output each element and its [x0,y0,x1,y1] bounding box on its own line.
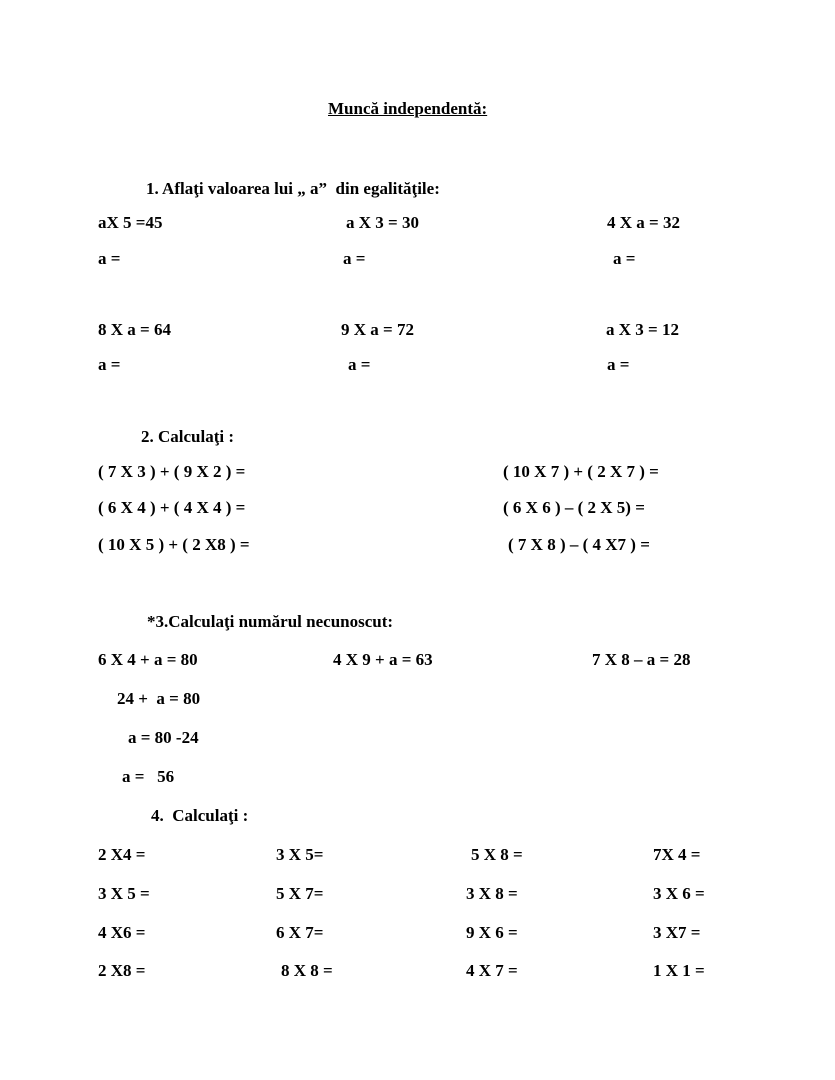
equation: 7 X 8 – a = 28 [592,650,691,669]
equation: aX 5 =45 [98,213,163,232]
expression: ( 7 X 8 ) – ( 4 X7 ) = [508,535,650,554]
equation: 9 X a = 72 [341,320,414,339]
solution-step: 24 + a = 80 [117,689,201,708]
expression: ( 10 X 7 ) + ( 2 X 7 ) = [503,462,659,481]
exercise: 5 X 8 = [471,845,523,864]
solution-step: a = 56 [122,767,175,786]
page-title: Muncă independentă: [328,99,488,118]
answer-label: a = [613,249,636,268]
expression: ( 10 X 5 ) + ( 2 X8 ) = [98,535,250,554]
exercise: 9 X 6 = [466,923,518,942]
answer-label: a = [607,355,630,374]
exercise: 3 X7 = [653,923,701,942]
equation: a X 3 = 30 [346,213,419,232]
exercise: 6 X 7= [276,923,324,942]
exercise: 2 X4 = [98,845,146,864]
exercise: 8 X 8 = [281,961,333,980]
solution-step: a = 80 -24 [128,728,199,747]
section3-heading: *3.Calculaţi numărul necunoscut: [147,612,394,631]
expression: ( 7 X 3 ) + ( 9 X 2 ) = [98,462,246,481]
exercise: 3 X 5= [276,845,324,864]
exercise: 4 X 7 = [466,961,518,980]
exercise: 4 X6 = [98,923,146,942]
equation: a X 3 = 12 [606,320,679,339]
exercise: 2 X8 = [98,961,146,980]
section4-heading: 4. Calculaţi : [151,806,249,825]
answer-label: a = [98,355,121,374]
expression: ( 6 X 6 ) – ( 2 X 5) = [503,498,645,517]
exercise: 3 X 6 = [653,884,705,903]
answer-label: a = [348,355,371,374]
answer-label: a = [343,249,366,268]
section1-heading: 1. Aflaţi valoarea lui „ a” din egalităţile: [146,179,440,198]
exercise: 3 X 8 = [466,884,518,903]
exercise: 5 X 7= [276,884,324,903]
equation: 4 X a = 32 [607,213,680,232]
exercise: 3 X 5 = [98,884,150,903]
equation: 6 X 4 + a = 80 [98,650,198,669]
exercise: 7X 4 = [653,845,701,864]
expression: ( 6 X 4 ) + ( 4 X 4 ) = [98,498,246,517]
answer-label: a = [98,249,121,268]
exercise: 1 X 1 = [653,961,705,980]
section2-heading: 2. Calculaţi : [141,427,235,446]
equation: 8 X a = 64 [98,320,171,339]
equation: 4 X 9 + a = 63 [333,650,433,669]
